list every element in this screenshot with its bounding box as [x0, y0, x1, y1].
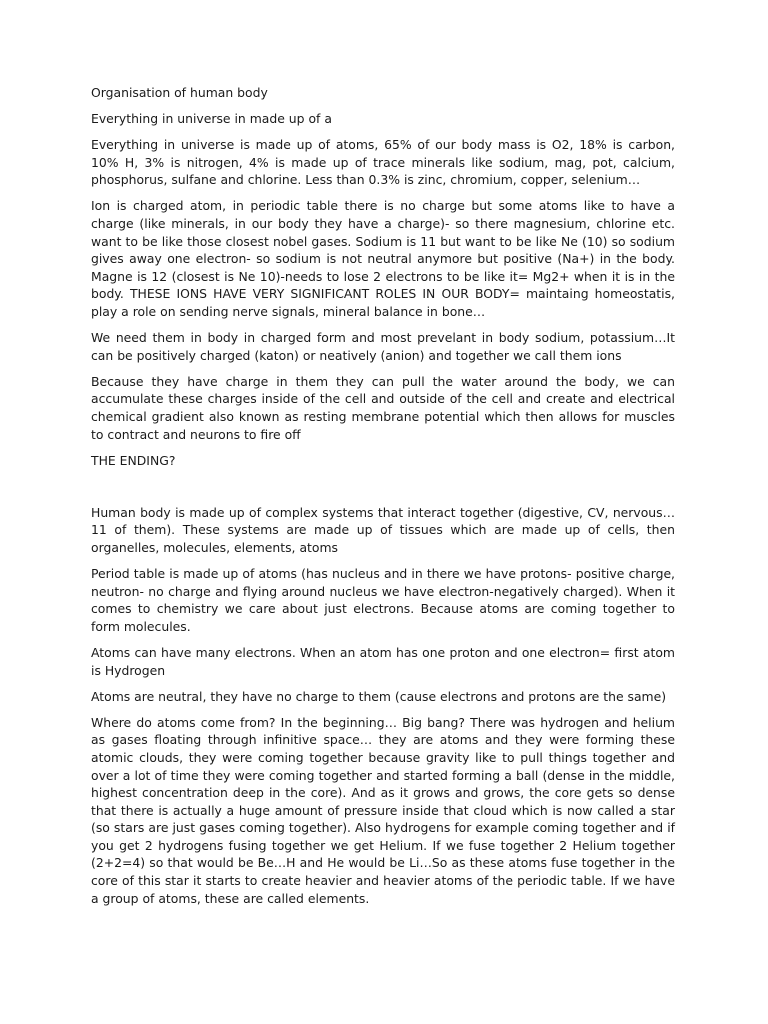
paragraph: We need them in body in charged form and most prevelant in body sodium, potassium…It can be positively charged (katon) or neatively (anion) and together we call them ions — [91, 330, 675, 363]
paragraph: Everything in universe is made up of atoms, 65% of our body mass is O2, 18% is carbon, 10% H, 3% is nitrogen, 4% is made up of trace minerals like sodium, mag, pot, calcium, phosphorus, sulfane and chlorine. Less than 0.3% is zinc, chromium, copper, selenium… — [91, 137, 675, 188]
paragraph: Atoms can have many electrons. When an atom has one proton and one electron= first atom is Hydrogen — [91, 644, 675, 678]
paragraph: Everything in universe in made up of a — [91, 111, 332, 127]
paragraph: Period table is made up of atoms (has nucleus and in there we have protons- positive charge, neutron- no charge and flying around nucleus we have electron-negatively charged). When it comes to chemistry we care about just electrons. Because atoms are coming together to form molecules. — [91, 566, 675, 634]
document-page — [91, 84, 675, 916]
paragraph: Ion is charged atom, in periodic table there is no charge but some atoms like to have a charge (like minerals, in our body they have a charge)- so there magnesium, chlorine etc. want to be like those closest nobel gases. Sodium is 11 but want to be like Ne (10) so sodium gives away one electron- so sodium is not neutral anymore but positive (Na+) in the body. Magne is 12 (closest is Ne 10)-needs to lose 2 electrons to be like it= Mg2+ when it is in the body. THESE IONS HAVE VERY SIGNIFICANT ROLES IN OUR BODY= maintaing homeostatis, play a role on sending nerve signals, mineral balance in bone… — [91, 198, 675, 320]
paragraph: Because they have charge in them they can pull the water around the body, we can accumulate these charges inside of the cell and outside of the cell and create and electrical chemical gradient also known as resting membrane potential which then allows for muscles to contract and neurons to fire off — [91, 373, 675, 442]
paragraph: Where do atoms come from? In the beginning… Big bang? There was hydrogen and helium as gases floating through infinitive space… they are atoms and they were forming these atomic clouds, they were coming together because gravity like to pull things together and over a lot of time they were coming together and started forming a ball (dense in the middle, highest concentration deep in the core). And as it grows and grows, the core gets so dense that there is actually a huge amount of pressure inside that cloud which is now called a star (so stars are just gases coming together). Also hydrogens for example coming together and if you get 2 hydrogens fusing together we get Helium. If we fuse together 2 Helium together (2+2=4) so that would be Be…H and He would be Li…So as these atoms fuse together in the core of this star it starts to create heavier and heavier atoms of the periodic table. If we have a group of atoms, these are called elements. — [91, 714, 675, 906]
document-title: Organisation of human body — [91, 85, 268, 100]
paragraph: Human body is made up of complex systems that interact together (digestive, CV, nervous…11 of them). These systems are made up of tissues which are made up of cells, then organelles, molecules, elements, atoms — [91, 504, 675, 555]
paragraph: Atoms are neutral, they have no charge to them (cause electrons and protons are the same) — [91, 688, 667, 704]
paragraph: THE ENDING? — [91, 452, 176, 468]
blank-line — [91, 478, 675, 504]
